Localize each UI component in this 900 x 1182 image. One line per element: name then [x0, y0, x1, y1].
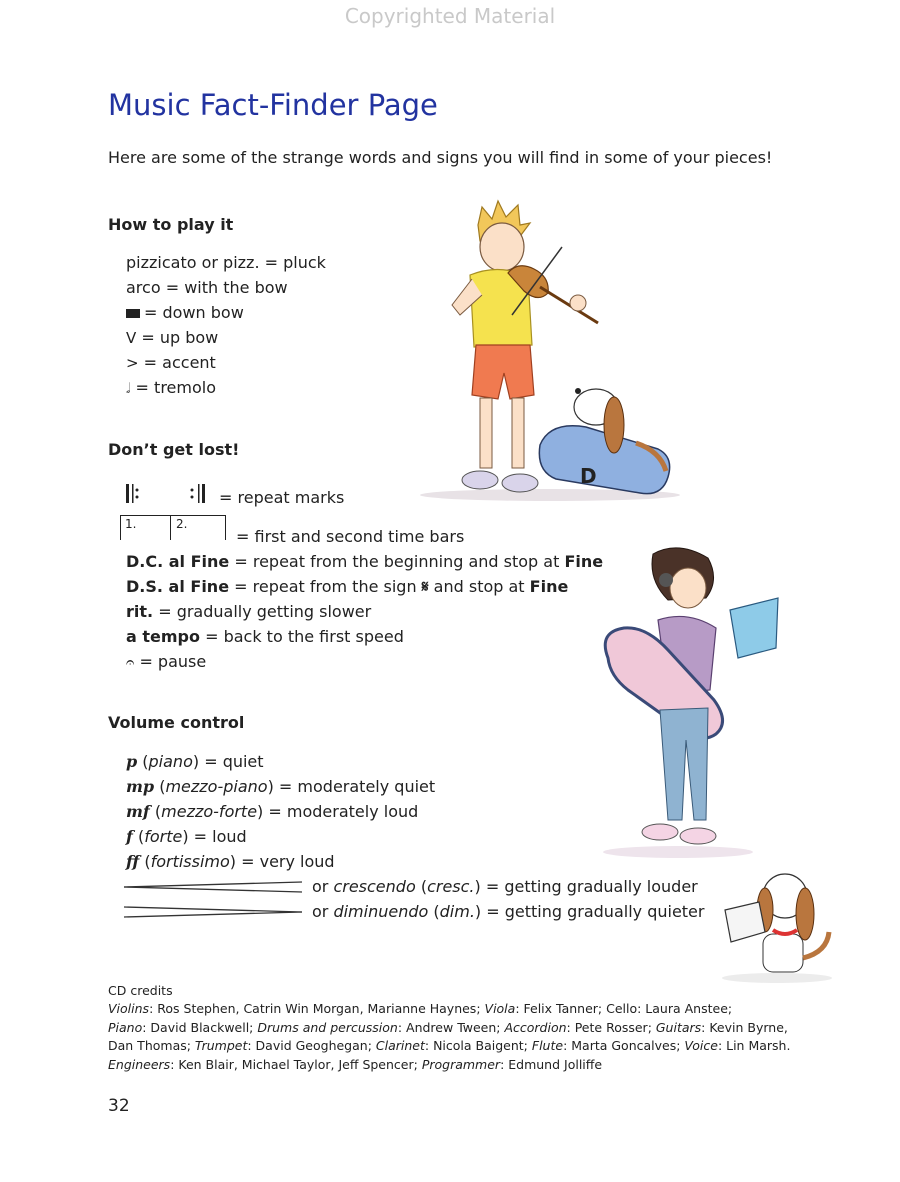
- volta-text: = first and second time bars: [236, 527, 465, 546]
- segno-icon: 𝄋: [421, 577, 429, 596]
- diminuendo-hairpin-icon: [122, 905, 306, 919]
- forte-line: f (forte) = loud: [126, 827, 247, 846]
- volta-1-label: 1.: [125, 517, 137, 531]
- accent-text: = accent: [143, 353, 216, 372]
- tremolo-line: [126, 378, 216, 397]
- fermata-icon: 𝄐: [126, 653, 135, 671]
- heading-dont-get-lost: Don’t get lost!: [108, 440, 240, 459]
- accent-line: [126, 353, 216, 372]
- up-bow-text: = up bow: [141, 328, 219, 347]
- svg-text:D: D: [580, 464, 597, 488]
- mezzo-piano-name: mezzo-piano: [165, 777, 268, 796]
- diminuendo-abbr: dim.: [439, 902, 475, 921]
- heading-volume-control: Volume control: [108, 713, 245, 732]
- girl-reading-illustration: [598, 540, 798, 860]
- dc-line: [126, 552, 603, 571]
- mezzo-piano-symbol: mp: [126, 777, 155, 796]
- ds-def-2: and stop at: [428, 577, 530, 596]
- crescendo-abbr: cresc.: [427, 877, 475, 896]
- pause-line: [126, 652, 206, 671]
- heading-how-to-play: How to play it: [108, 215, 234, 234]
- rit-line: [126, 602, 371, 621]
- crescendo-line: or crescendo (cresc.) = getting gradually louder: [312, 877, 698, 896]
- copyright-watermark: Copyrighted Material: [344, 4, 556, 28]
- mezzo-forte-def: = moderately loud: [263, 802, 419, 821]
- arco-line: arco = with the bow: [126, 278, 288, 297]
- tremolo-text: = tremolo: [135, 378, 216, 397]
- dog-reading-illustration: [715, 862, 840, 987]
- mezzo-forte-line: mf (mezzo-forte) = moderately loud: [126, 802, 419, 821]
- piano-symbol: p: [126, 752, 138, 771]
- piano-def: = quiet: [199, 752, 264, 771]
- credits-line-1: Violins: Ros Stephen, Catrin Win Morgan, Marianne Haynes; Viola: Felix Tanner; Cello: Laura Anstee;: [108, 1001, 733, 1016]
- crescendo-hairpin-icon: [122, 880, 306, 894]
- tremolo-icon: 𝅗𝅥: [126, 381, 131, 397]
- up-bow-icon: V: [126, 329, 137, 347]
- dc-def: = repeat from the beginning and stop at: [229, 552, 565, 571]
- crescendo-or: or: [312, 877, 334, 896]
- page-title: Music Fact-Finder Page: [108, 88, 438, 122]
- pause-text: = pause: [139, 652, 207, 671]
- repeat-marks-icon: [124, 482, 220, 506]
- cd-credits-heading: CD credits: [108, 983, 173, 998]
- mezzo-piano-def: = moderately quiet: [273, 777, 436, 796]
- up-bow-line: [126, 328, 218, 347]
- intro-text: Here are some of the strange words and signs you will find in some of your pieces!: [108, 148, 773, 167]
- a-tempo-line: [126, 627, 404, 646]
- mezzo-piano-line: mp (mezzo-piano) = moderately quiet: [126, 777, 436, 796]
- piano-name: piano: [148, 752, 193, 771]
- dc-term: D.C. al Fine: [126, 552, 230, 571]
- down-bow-icon: [126, 309, 140, 318]
- fortissimo-line: ff (fortissimo) = very loud: [126, 852, 335, 871]
- credits-line-4: Engineers: Ken Blair, Michael Taylor, Jeff Spencer; Programmer: Edmund Jolliffe: [108, 1056, 603, 1072]
- volta-2-label: 2.: [176, 517, 188, 531]
- diminuendo-line: or diminuendo (dim.) = getting gradually quieter: [312, 902, 705, 921]
- pizz-line: pizzicato or pizz. = pluck: [126, 253, 326, 272]
- forte-name: forte: [144, 827, 183, 846]
- rit-def: = gradually getting slower: [153, 602, 372, 621]
- forte-def: = loud: [188, 827, 247, 846]
- mezzo-forte-symbol: mf: [126, 802, 150, 821]
- dc-fine: Fine: [564, 552, 604, 571]
- forte-symbol: f: [126, 827, 133, 846]
- mezzo-forte-name: mezzo-forte: [161, 802, 258, 821]
- fortissimo-symbol: ff: [126, 852, 140, 871]
- repeat-text: = repeat marks: [219, 488, 345, 507]
- page-number: 32: [108, 1096, 130, 1116]
- a-tempo-def: = back to the first speed: [199, 627, 404, 646]
- down-bow-line: [126, 303, 244, 322]
- piano-line: p (piano) = quiet: [126, 752, 264, 771]
- diminuendo-or: or: [312, 902, 334, 921]
- rit-term: rit.: [126, 602, 154, 621]
- crescendo-def: = getting gradually louder: [480, 877, 698, 896]
- diminuendo-name: diminuendo: [333, 902, 429, 921]
- volta-brackets-icon: [120, 515, 226, 541]
- credits-line-3: Dan Thomas; Trumpet: David Geoghegan; Clarinet: Nicola Baigent; Flute: Marta Goncalves; Voice: Lin Marsh.: [108, 1038, 791, 1053]
- ds-fine: Fine: [529, 577, 569, 596]
- ds-term: D.S. al Fine: [126, 577, 230, 596]
- crescendo-name: crescendo: [333, 877, 416, 896]
- a-tempo-term: a tempo: [126, 627, 200, 646]
- credits-line-2: Piano: David Blackwell; Drums and percussion: Andrew Tween; Accordion: Pete Rosser; Guitars: Kevin Byrne,: [108, 1019, 788, 1035]
- diminuendo-def: = getting gradually quieter: [481, 902, 705, 921]
- accent-icon: >: [126, 354, 139, 372]
- ds-def: = repeat from the sign: [229, 577, 422, 596]
- fortissimo-def: = very loud: [236, 852, 335, 871]
- fortissimo-name: fortissimo: [150, 852, 230, 871]
- down-bow-text: = down bow: [144, 303, 244, 322]
- ds-line: [126, 577, 568, 597]
- cd-credits-text: [108, 1000, 790, 1074]
- boy-violin-illustration: [400, 195, 710, 510]
